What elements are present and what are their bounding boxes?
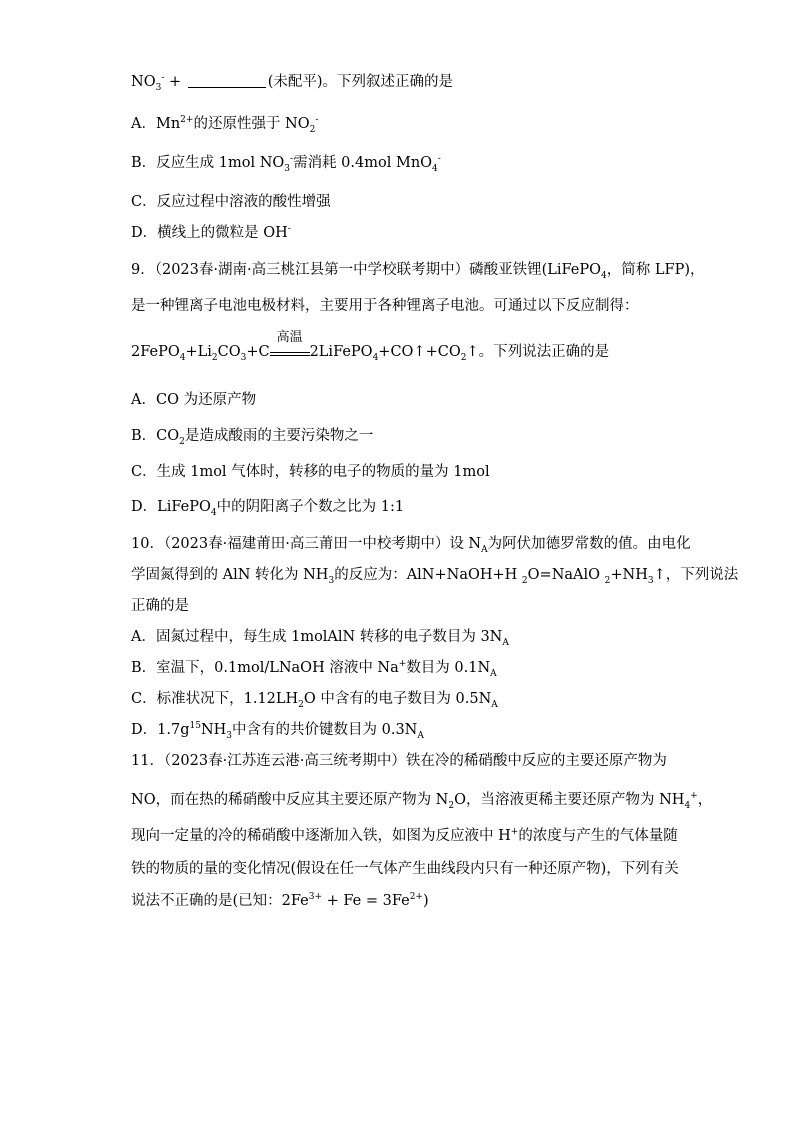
q10-option-d: D．$1.7g^{15}NH_3$中含有的共价键数目为 $0.3N_A$ [131, 721, 424, 741]
q10-stem-line3: 正确的是 [131, 598, 189, 614]
q9-stem-line2: 是一种锂离子电池电极材料，主要用于各种锂离子电池。可通过以下反应制得： [131, 298, 639, 314]
q11-stem-line1: 11．（2023春·江苏连云港·高三统考期中）铁在冷的稀硝酸中反应的主要还原产物为 [131, 753, 667, 769]
q11-stem-line3: 现向一定量的冷的稀硝酸中逐渐加入铁，如图为反应液中 H+的浓度与产生的气体量随 [131, 827, 678, 844]
q9-equation: $2FePO_4+Li_2CO_3+C$ 高温 $2LiFePO_4+CO↑+CO_2↑$。下列说法正确的是 [131, 330, 610, 363]
q8-option-b: B．反应生成 1mol $NO_3^-$需消耗 0.4mol MnO$_4$- [131, 154, 441, 174]
q10-stem-line2: 学固氮得到的 AlN 转化为 $NH_3$的反应为：AlN+NaOH+H $_2$O=NaAlO $_2+NH_3↑$，下列说法 [131, 567, 739, 586]
q8-option-a: A．$Mn^{2+}$的还原性强于 $NO_2^-$ [131, 115, 319, 135]
q9-option-a: A．CO 为还原产物 [131, 392, 257, 408]
q11-stem-line5: 说法不正确的是(已知：$2Fe^{3+} + Fe = 3Fe^{2+}$) [131, 892, 429, 909]
q10-option-c: C．标准状况下，$1.12LH_2O$ 中含有的电子数目为 $0.5N_A$ [131, 691, 498, 710]
q9-option-b: B．$CO_2$是造成酸雨的主要污染物之一 [131, 428, 374, 447]
q10-stem-line1: 10．（2023春·福建莆田·高三莆田一中校考期中）设 $N_A$为阿伏加德罗常数的值。由电化 [131, 536, 691, 555]
reaction-condition: 高温 [270, 344, 310, 356]
q11-stem-line4: 铁的物质的量的变化情况(假设在任一气体产生曲线段内只有一种还原产物)，下列有关 [131, 861, 679, 877]
question-number: 10． [131, 536, 164, 552]
q11-stem-line2: NO，而在热的稀硝酸中反应其主要还原产物为 $N_2O$，当溶液更稀主要还原产物为 $NH_4^+$， [131, 791, 713, 811]
q9-option-d: D．LiFePO$_4$中的阴阳离子个数之比为 1:1 [131, 499, 405, 518]
q8-stem-prefix: NO [131, 74, 156, 90]
question-number: 9． [131, 262, 155, 278]
q8-option-c: C．反应过程中溶液的酸性增强 [131, 194, 331, 210]
answer-blank [188, 73, 266, 88]
q8-stem-tail: $NO_3^-$ + (未配平)。下列叙述正确的是 [131, 73, 454, 93]
q10-option-a: A．固氮过程中，每生成 1molAlN 转移的电子数目为 $3N_A$ [131, 629, 509, 648]
q8-option-d: D．横线上的微粒是 OH- [131, 224, 291, 241]
q9-stem-line1: 9．（2023春·湖南·高三桃江县第一中学校联考期中）磷酸亚铁锂(LiFePO$_4$，简称 LFP)， [131, 262, 705, 281]
q10-option-b: B．室温下，0.1mol/LNaOH 溶液中 Na+数目为 $0.1N_A$ [131, 659, 497, 679]
q9-option-c: C．生成 1mol 气体时，转移的电子的物质的量为 1mol [131, 464, 490, 480]
question-source: （2023春·福建莆田·高三莆田一中校考期中） [163, 536, 450, 552]
question-source: （2023春·湖南·高三桃江县第一中学校联考期中） [154, 262, 470, 278]
question-source: （2023春·江苏连云港·高三统考期中） [163, 753, 406, 769]
question-number: 11． [131, 753, 164, 769]
